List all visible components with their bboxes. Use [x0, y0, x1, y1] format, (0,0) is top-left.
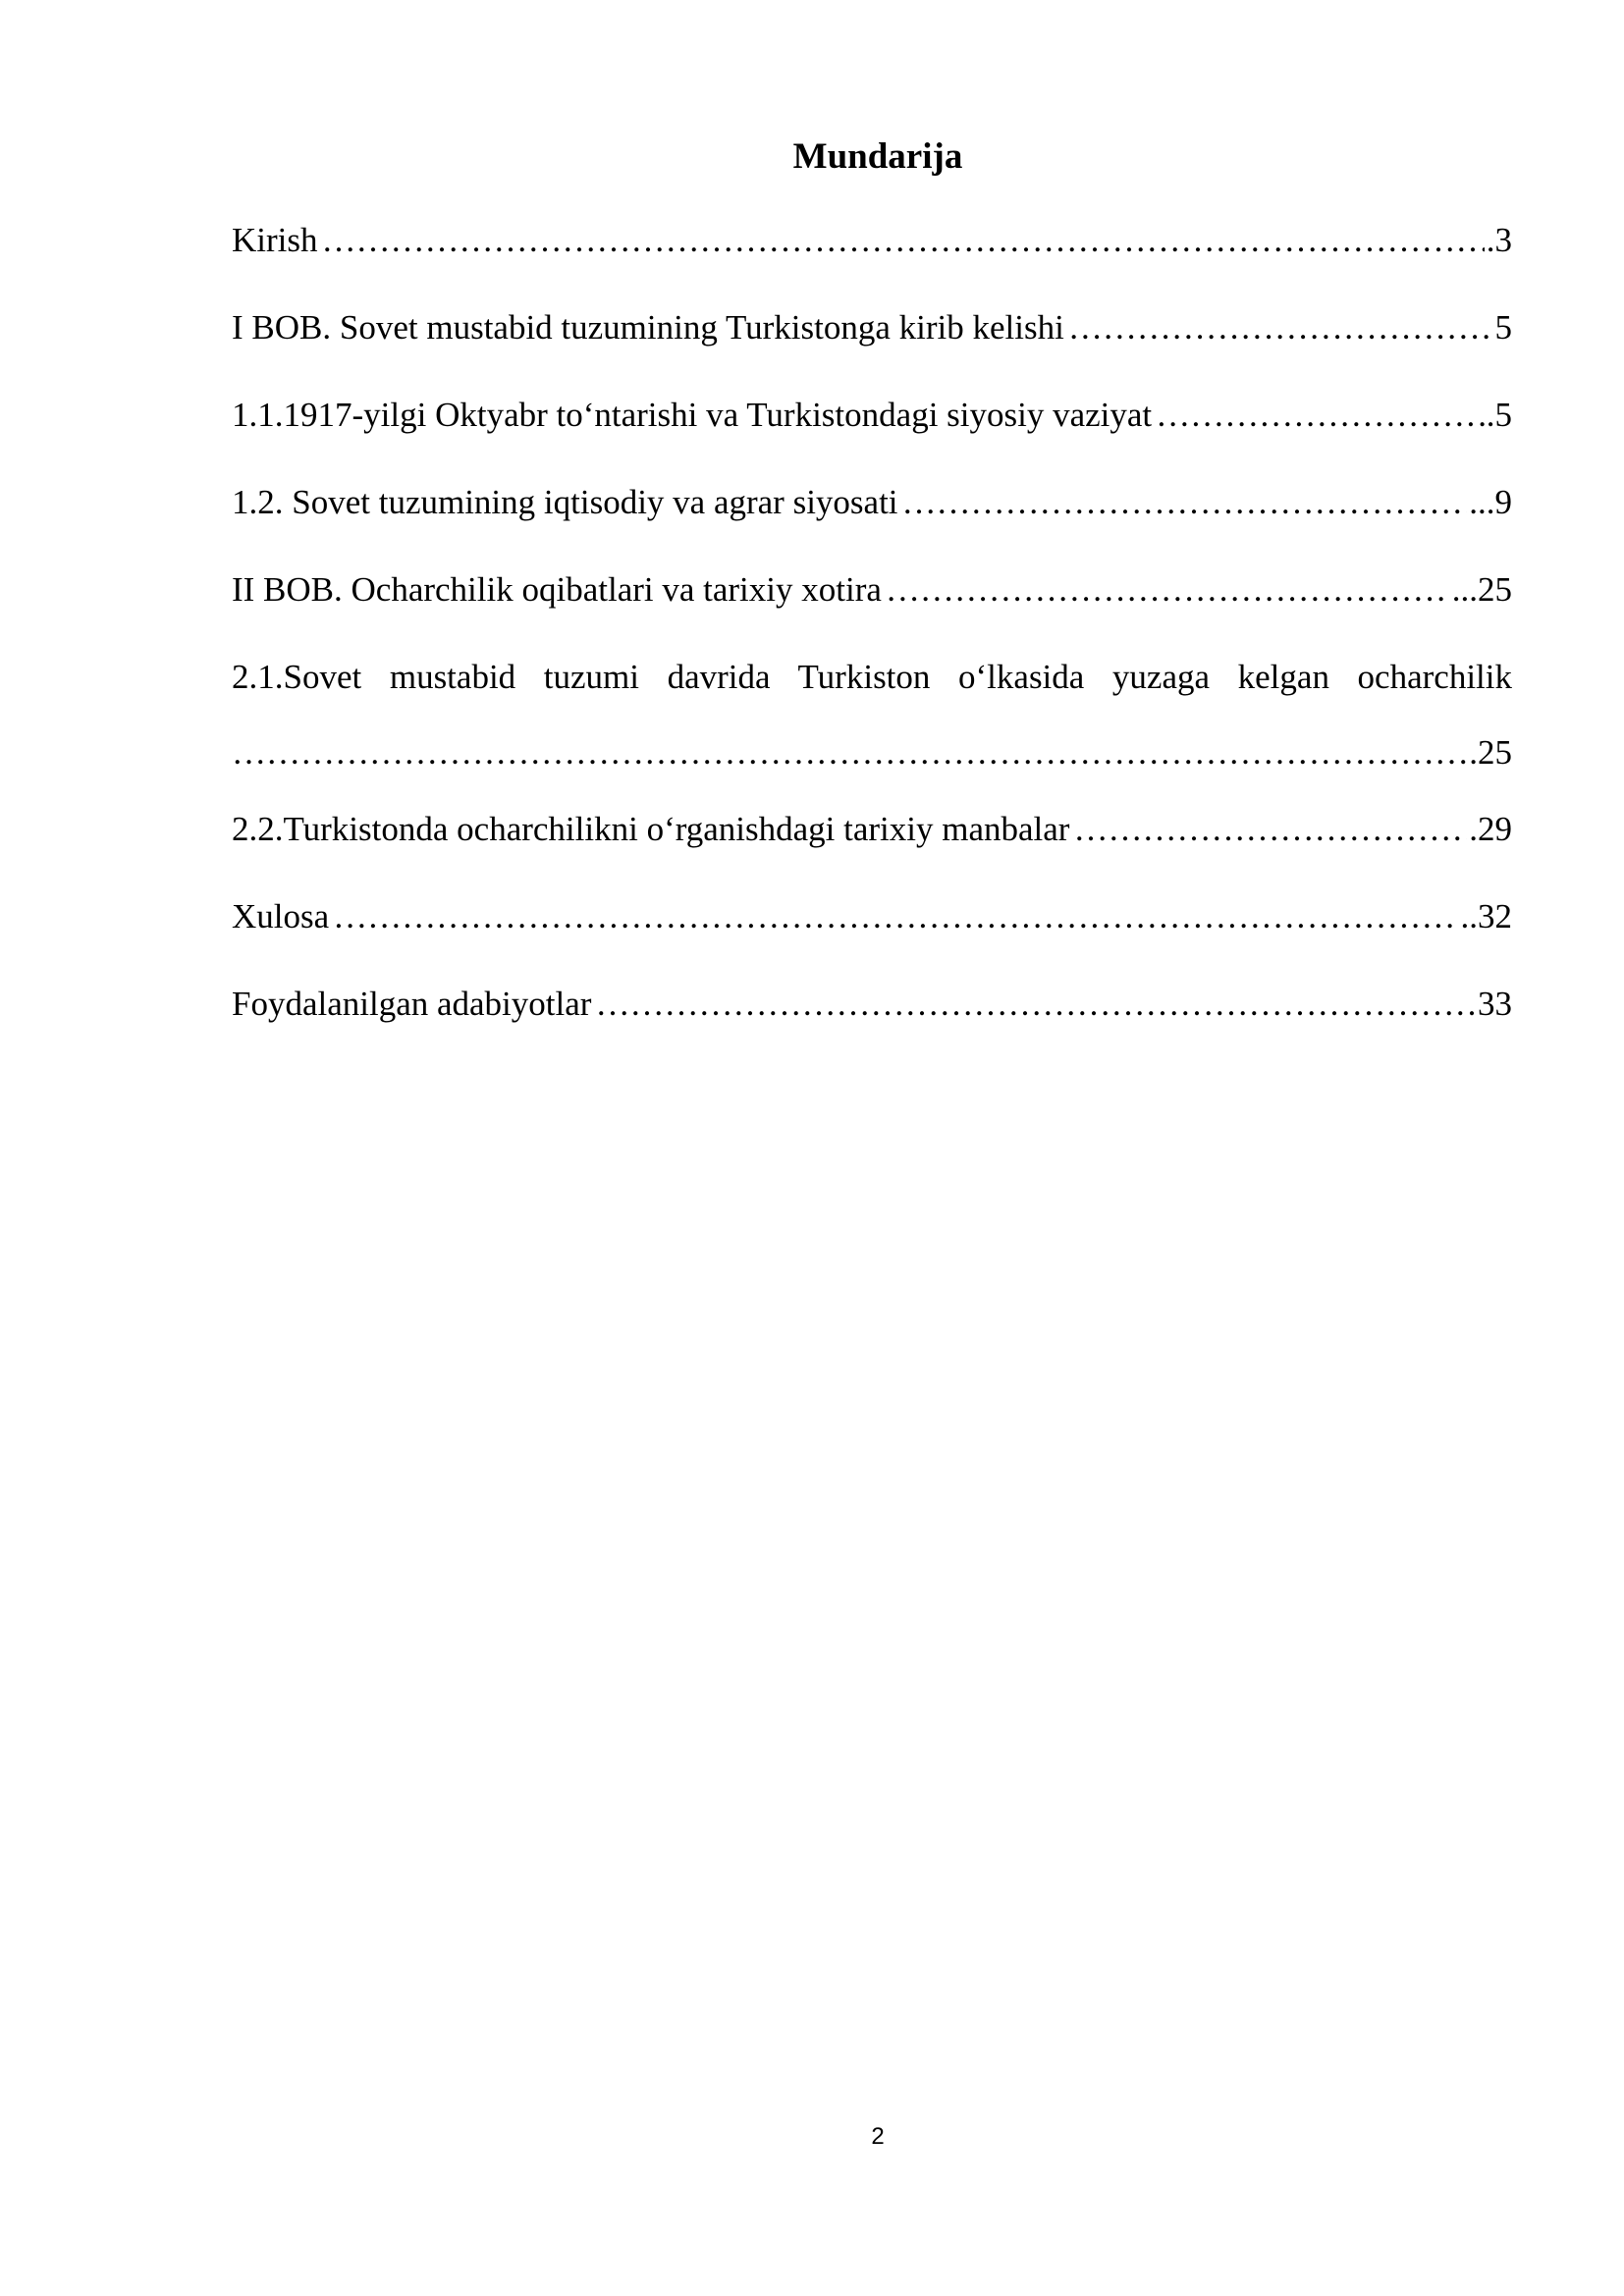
toc-entry-label: 2.2.Turkistonda ocharchilikni o‘rganishdagi tarixiy manbalar — [232, 806, 1073, 853]
toc-entry-xulosa[interactable] — [232, 893, 1512, 940]
toc-leader-dots — [902, 479, 1468, 526]
toc-entry-continuation — [232, 729, 1512, 776]
toc-entry-label: 1.1.1917-yilgi Oktyabr to‘ntarishi va Turkistondagi siyosiy vaziyat — [232, 392, 1156, 439]
toc-entry-page: 5 — [1493, 304, 1513, 351]
toc-leader-dots — [886, 566, 1450, 614]
toc-entry-page: ...25 — [1450, 566, 1512, 614]
toc-entry-label: Xulosa — [232, 893, 333, 940]
toc-leader-dots — [333, 893, 1458, 940]
toc-entry-chapter-2[interactable] — [232, 566, 1512, 614]
toc-leader-dots — [595, 981, 1476, 1028]
toc-entry-references[interactable] — [232, 981, 1512, 1028]
toc-entry-page: .29 — [1467, 806, 1512, 853]
toc-entry-chapter-1[interactable] — [232, 304, 1512, 351]
toc-leader-dots — [1068, 304, 1493, 351]
toc-entry-label: I BOB. Sovet mustabid tuzumining Turkistonga kirib kelishi — [232, 304, 1068, 351]
toc-entry-label: 2.1.Sovet mustabid tuzumi davrida Turkiston o‘lkasida yuzaga kelgan ocharchilik — [232, 658, 1512, 696]
toc-entry-page: .3 — [1485, 217, 1512, 264]
toc-entry-label: Kirish — [232, 217, 322, 264]
toc-leader-dots — [232, 729, 1467, 776]
toc-entry-section-1-2[interactable] — [232, 479, 1512, 526]
toc-entry-page: 33 — [1476, 981, 1512, 1028]
toc-entry-page: .25 — [1467, 729, 1512, 776]
toc-leader-dots — [1073, 806, 1467, 853]
toc-leader-dots — [1156, 392, 1485, 439]
toc-entry-page: ..32 — [1459, 893, 1513, 940]
toc-entry-label: 1.2. Sovet tuzumining iqtisodiy va agrar siyosati — [232, 479, 902, 526]
toc-leader-dots — [322, 217, 1485, 264]
toc-entry-section-2-2[interactable] — [232, 806, 1512, 853]
toc-entry-section-1-1[interactable] — [232, 392, 1512, 439]
toc-entry-label: Foydalanilgan adabiyotlar — [232, 981, 595, 1028]
toc-entry-label: II BOB. Ocharchilik oqibatlari va tarixiy xotira — [232, 566, 886, 614]
toc-entry-page: .5 — [1485, 392, 1512, 439]
toc-entry-page: ...9 — [1467, 479, 1512, 526]
page-title: Mundarija — [792, 136, 963, 177]
toc-entry-kirish[interactable] — [232, 217, 1512, 264]
page-number: 2 — [871, 2123, 885, 2150]
